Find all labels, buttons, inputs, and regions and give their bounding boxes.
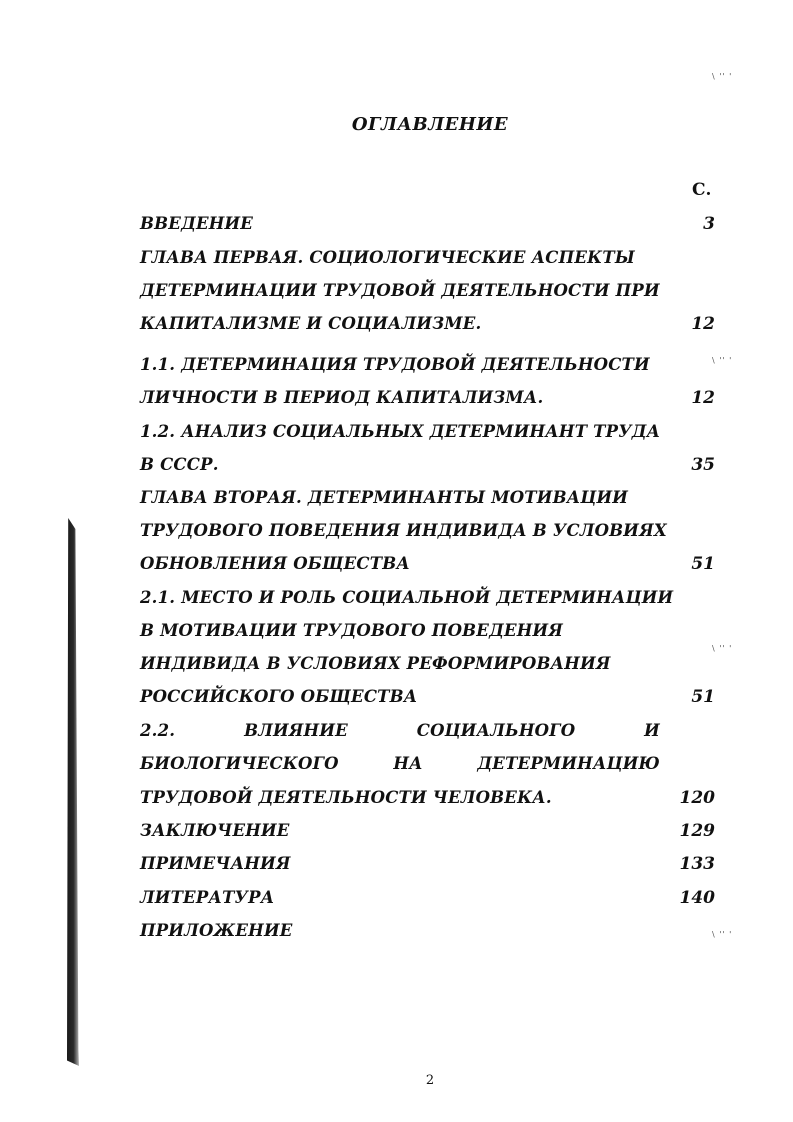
toc-entry: В МОТИВАЦИИ ТРУДОВОГО ПОВЕДЕНИЯ [140,621,564,640]
scan-speck: \ '' ' [712,644,733,653]
toc-entry: ЛИЧНОСТИ В ПЕРИОД КАПИТАЛИЗМА. [140,388,544,407]
toc-page-number: 140 [679,888,715,908]
toc-entry: 2.1. МЕСТО И РОЛЬ СОЦИАЛЬНОЙ ДЕТЕРМИНАЦИИ [140,588,674,607]
toc-entry: ГЛАВА ВТОРАЯ. ДЕТЕРМИНАНТЫ МОТИВАЦИИ [140,488,629,507]
toc-word: И [644,721,660,740]
toc-entry: РОССИЙСКОГО ОБЩЕСТВА [140,687,418,706]
scan-speck: \ '' ' [712,356,733,365]
toc-word: БИОЛОГИЧЕСКОГО [140,754,339,773]
page-number: 2 [425,1073,435,1088]
toc-entry-justified [140,721,660,740]
toc-page-number: 120 [679,788,715,808]
toc-page-number: 51 [691,687,715,707]
toc-page-number: 133 [679,854,715,874]
toc-word: 2.2. [140,721,176,740]
toc-entry: ОБНОВЛЕНИЯ ОБЩЕСТВА [140,554,410,573]
toc-entry: ИНДИВИДА В УСЛОВИЯХ РЕФОРМИРОВАНИЯ [140,654,611,673]
scan-speck: \ '' ' [712,72,733,81]
toc-entry: ПРИЛОЖЕНИЕ [140,921,293,940]
toc-entry: 1.2. АНАЛИЗ СОЦИАЛЬНЫХ ДЕТЕРМИНАНТ ТРУДА [140,422,661,441]
toc-entry: В СССР. [140,455,219,474]
toc-word: НА [393,754,423,773]
page-column-header: С. [692,180,712,200]
page-title: ОГЛАВЛЕНИЕ [351,114,509,135]
toc-page-number: 129 [679,821,715,841]
toc-word: ВЛИЯНИЕ [244,721,348,740]
toc-entry: КАПИТАЛИЗМЕ И СОЦИАЛИЗМЕ. [140,314,482,333]
toc-entry: ТРУДОВОЙ ДЕЯТЕЛЬНОСТИ ЧЕЛОВЕКА. [140,788,552,807]
toc-entry: ПРИМЕЧАНИЯ [140,854,291,873]
toc-entry: ТРУДОВОГО ПОВЕДЕНИЯ ИНДИВИДА В УСЛОВИЯХ [140,521,667,540]
toc-entry: ГЛАВА ПЕРВАЯ. СОЦИОЛОГИЧЕСКИЕ АСПЕКТЫ [140,248,635,267]
toc-page-number: 3 [703,214,715,234]
toc-entry: ВВЕДЕНИЕ [140,214,254,233]
toc-word: ДЕТЕРМИНАЦИЮ [477,754,660,773]
toc-entry: ЛИТЕРАТУРА [140,888,275,907]
scan-speck: \ '' ' [712,930,733,939]
toc-entry: ДЕТЕРМИНАЦИИ ТРУДОВОЙ ДЕЯТЕЛЬНОСТИ ПРИ [140,281,660,300]
toc-page-number: 12 [691,314,715,334]
toc-page-number: 51 [691,554,715,574]
toc-entry-justified [140,754,660,773]
toc-entry: 1.1. ДЕТЕРМИНАЦИЯ ТРУДОВОЙ ДЕЯТЕЛЬНОСТИ [140,355,650,374]
toc-entry: ЗАКЛЮЧЕНИЕ [140,821,290,840]
toc-page-number: 35 [691,455,715,475]
toc-word: СОЦИАЛЬНОГО [416,721,576,740]
toc-page-number: 12 [691,388,715,408]
